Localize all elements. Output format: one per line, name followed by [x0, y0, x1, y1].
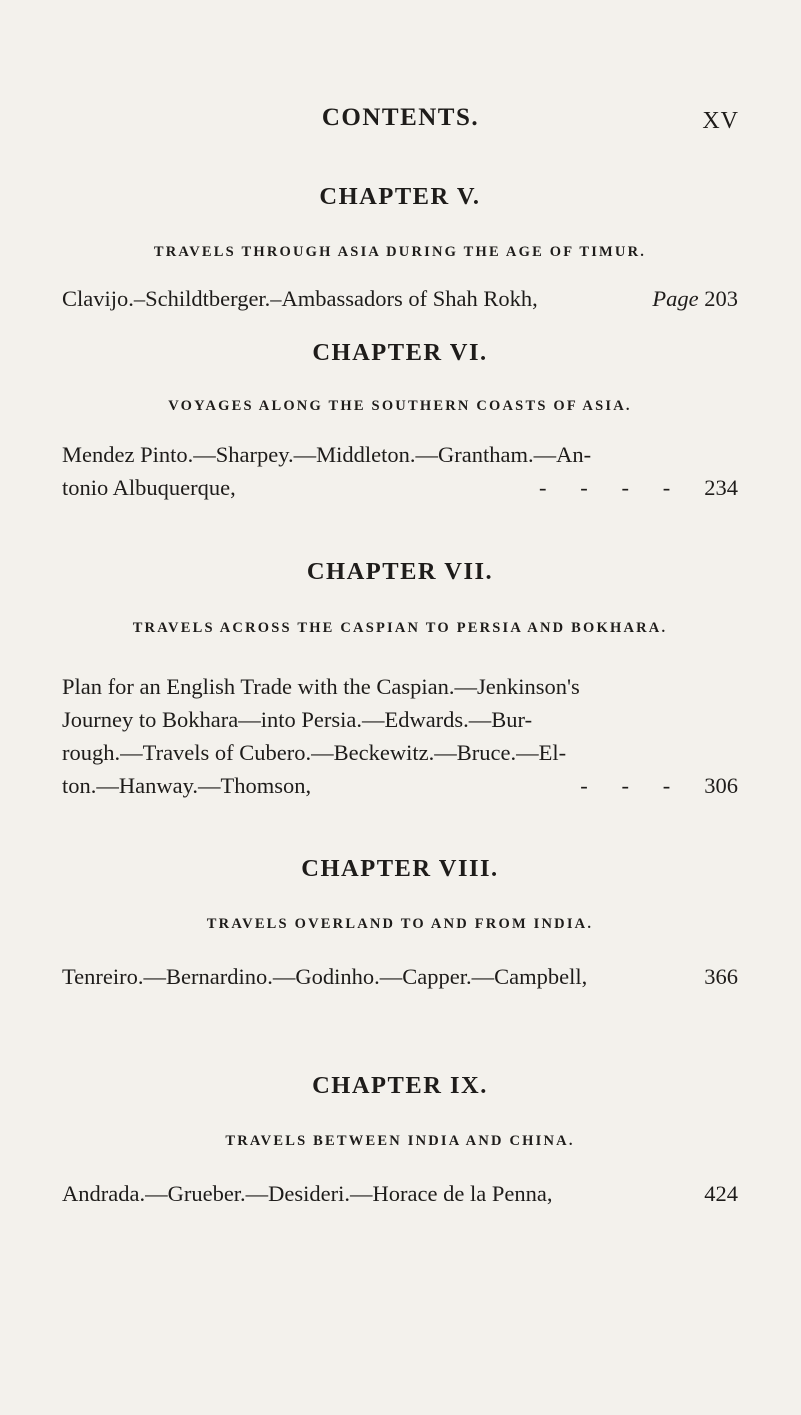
entry-leader-group: [539, 471, 738, 504]
page-number: 306: [704, 773, 738, 798]
running-head: [0, 104, 801, 134]
entry-line: [62, 1177, 738, 1210]
entry-text: tonio Albuquerque,: [62, 475, 236, 500]
chapter-title: CHAPTER VIII.: [301, 855, 499, 882]
toc-entry: [62, 960, 738, 993]
chapter-subtitle: TRAVELS BETWEEN INDIA AND CHINA.: [225, 1133, 575, 1149]
chapter-subtitle: TRAVELS ACROSS THE CASPIAN TO PERSIA AND BOKHARA.: [132, 620, 668, 636]
toc-entry: [62, 438, 738, 504]
entry-line: [62, 769, 738, 802]
entry-text: Andrada.—Grueber.—Desideri.—Horace de la Penna,: [62, 1181, 553, 1206]
page-label: Page: [652, 286, 699, 311]
entry-line: Mendez Pinto.—Sharpey.—Middleton.—Grantham.—An-: [62, 442, 592, 467]
entry-text: ton.—Hanway.—Thomson,: [62, 773, 312, 798]
dot-leader: - - - -: [539, 475, 671, 500]
chapter-title: CHAPTER IX.: [312, 1072, 488, 1099]
entry-line: Plan for an English Trade with the Caspian.—Jenkinson's: [62, 674, 580, 699]
chapter-ix: [62, 1071, 738, 1210]
entry-line: Journey to Bokhara—into Persia.—Edwards.—Bur-: [62, 707, 533, 732]
page-number: 366: [704, 964, 738, 989]
entry-leader-group: [580, 769, 738, 802]
dot-leader: - - -: [580, 773, 671, 798]
page-number: 424: [704, 1181, 738, 1206]
chapter-title: CHAPTER VII.: [306, 558, 494, 585]
entry-line: rough.—Travels of Cubero.—Beckewitz.—Bruce.—El-: [62, 740, 567, 765]
entry-line: [62, 471, 738, 504]
entry-page: [652, 282, 738, 315]
page-number: 203: [704, 286, 738, 311]
entry-line: [62, 960, 738, 993]
entry-text: Tenreiro.—Bernardino.—Godinho.—Capper.—Campbell,: [62, 964, 588, 989]
folio: XV: [702, 108, 739, 134]
chapter-title: CHAPTER VI.: [312, 339, 488, 366]
entry-line: [62, 282, 738, 315]
chapter-subtitle: TRAVELS THROUGH ASIA DURING THE AGE OF TIMUR.: [153, 244, 647, 260]
chapter-subtitle: VOYAGES ALONG THE SOUTHERN COASTS OF ASIA.: [168, 398, 632, 414]
page-number: 234: [704, 475, 738, 500]
chapter-v: [62, 182, 738, 315]
chapter-vii: [62, 557, 738, 802]
chapter-title: CHAPTER V.: [319, 183, 481, 210]
chapter-subtitle: TRAVELS OVERLAND TO AND FROM INDIA.: [206, 916, 594, 932]
toc-entry: [62, 670, 738, 802]
chapter-vi: [62, 338, 738, 504]
toc-entry: [62, 1177, 738, 1210]
chapter-viii: [62, 854, 738, 993]
toc-entry: [62, 282, 738, 315]
entry-text: Clavijo.–Schildtberger.–Ambassadors of Shah Rokh,: [62, 286, 538, 311]
running-title: CONTENTS.: [321, 104, 480, 131]
